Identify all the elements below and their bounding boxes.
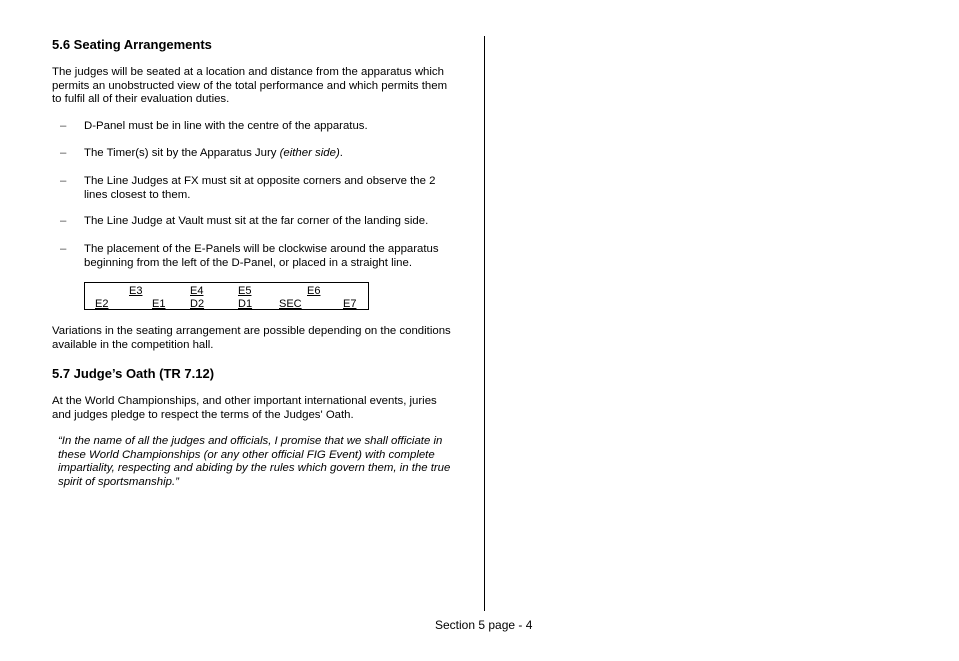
page-footer: Section 5 page - 4 <box>435 618 533 632</box>
bullet-dash: – <box>60 243 67 255</box>
seat-e1: E1 <box>152 298 166 310</box>
bullet-text: lines closest to them. <box>84 188 191 201</box>
seating-intro-line-2: permits an unobstructed view of the total performance and which permits them <box>52 79 448 92</box>
seating-intro-line-3: to fulfil all of their evaluation duties. <box>52 93 230 106</box>
seat-d1: D1 <box>238 298 253 310</box>
bullet-text <box>84 147 343 161</box>
section-5-7-heading: 5.7 Judge’s Oath (TR 7.12) <box>52 366 215 381</box>
bullet-dash: – <box>60 175 67 187</box>
bullet-text: The placement of the E-Panels will be clockwise around the apparatus <box>84 243 439 255</box>
oath-intro-line-1: At the World Championships, and other important international events, juries <box>52 395 437 407</box>
variations-line-1: Variations in the seating arrangement are possible depending on the conditions <box>52 325 451 337</box>
bullet-text: The Line Judge at Vault must sit at the far corner of the landing side. <box>84 215 429 227</box>
bullet-text-tail: . <box>339 147 343 159</box>
oath-intro-line-2: and judges pledge to respect the terms of the Judges' Oath. <box>52 408 354 421</box>
bullet-dash: – <box>60 147 67 159</box>
seat-e7: E7 <box>343 298 357 310</box>
oath-quote-line-1: “In the name of all the judges and officials, I promise that we shall officiate in <box>58 435 443 447</box>
seating-intro-line-1: The judges will be seated at a location and distance from the apparatus which <box>52 66 444 78</box>
variations-line-2: available in the competition hall. <box>52 338 214 351</box>
bullet-text-italic: (either side) <box>279 147 340 159</box>
column-divider <box>484 36 485 611</box>
seat-e2: E2 <box>95 298 109 310</box>
bullet-text: beginning from the left of the D-Panel, or placed in a straight line. <box>84 256 412 269</box>
bullet-dash: – <box>60 215 67 227</box>
seat-sec: SEC <box>279 298 302 310</box>
bullet-dash: – <box>60 120 67 132</box>
section-5-6-heading: 5.6 Seating Arrangements <box>52 37 212 52</box>
seat-e3: E3 <box>129 285 143 297</box>
oath-quote-line-4: spirit of sportsmanship.” <box>58 475 179 488</box>
seating-diagram <box>84 282 369 310</box>
seat-e6: E6 <box>307 285 321 297</box>
bullet-text: The Line Judges at FX must sit at opposite corners and observe the 2 <box>84 175 436 187</box>
bullet-text: D-Panel must be in line with the centre of the apparatus. <box>84 120 368 132</box>
seat-d2: D2 <box>190 298 205 310</box>
oath-quote-line-3: impartiality, respecting and abiding by the rules which govern them, in the true <box>58 462 451 475</box>
bullet-text-main: The Timer(s) sit by the Apparatus Jury <box>84 147 280 159</box>
seat-e5: E5 <box>238 285 252 297</box>
seat-e4: E4 <box>190 285 204 297</box>
oath-quote-line-2: these World Championships (or any other official FIG Event) with complete <box>58 448 435 461</box>
